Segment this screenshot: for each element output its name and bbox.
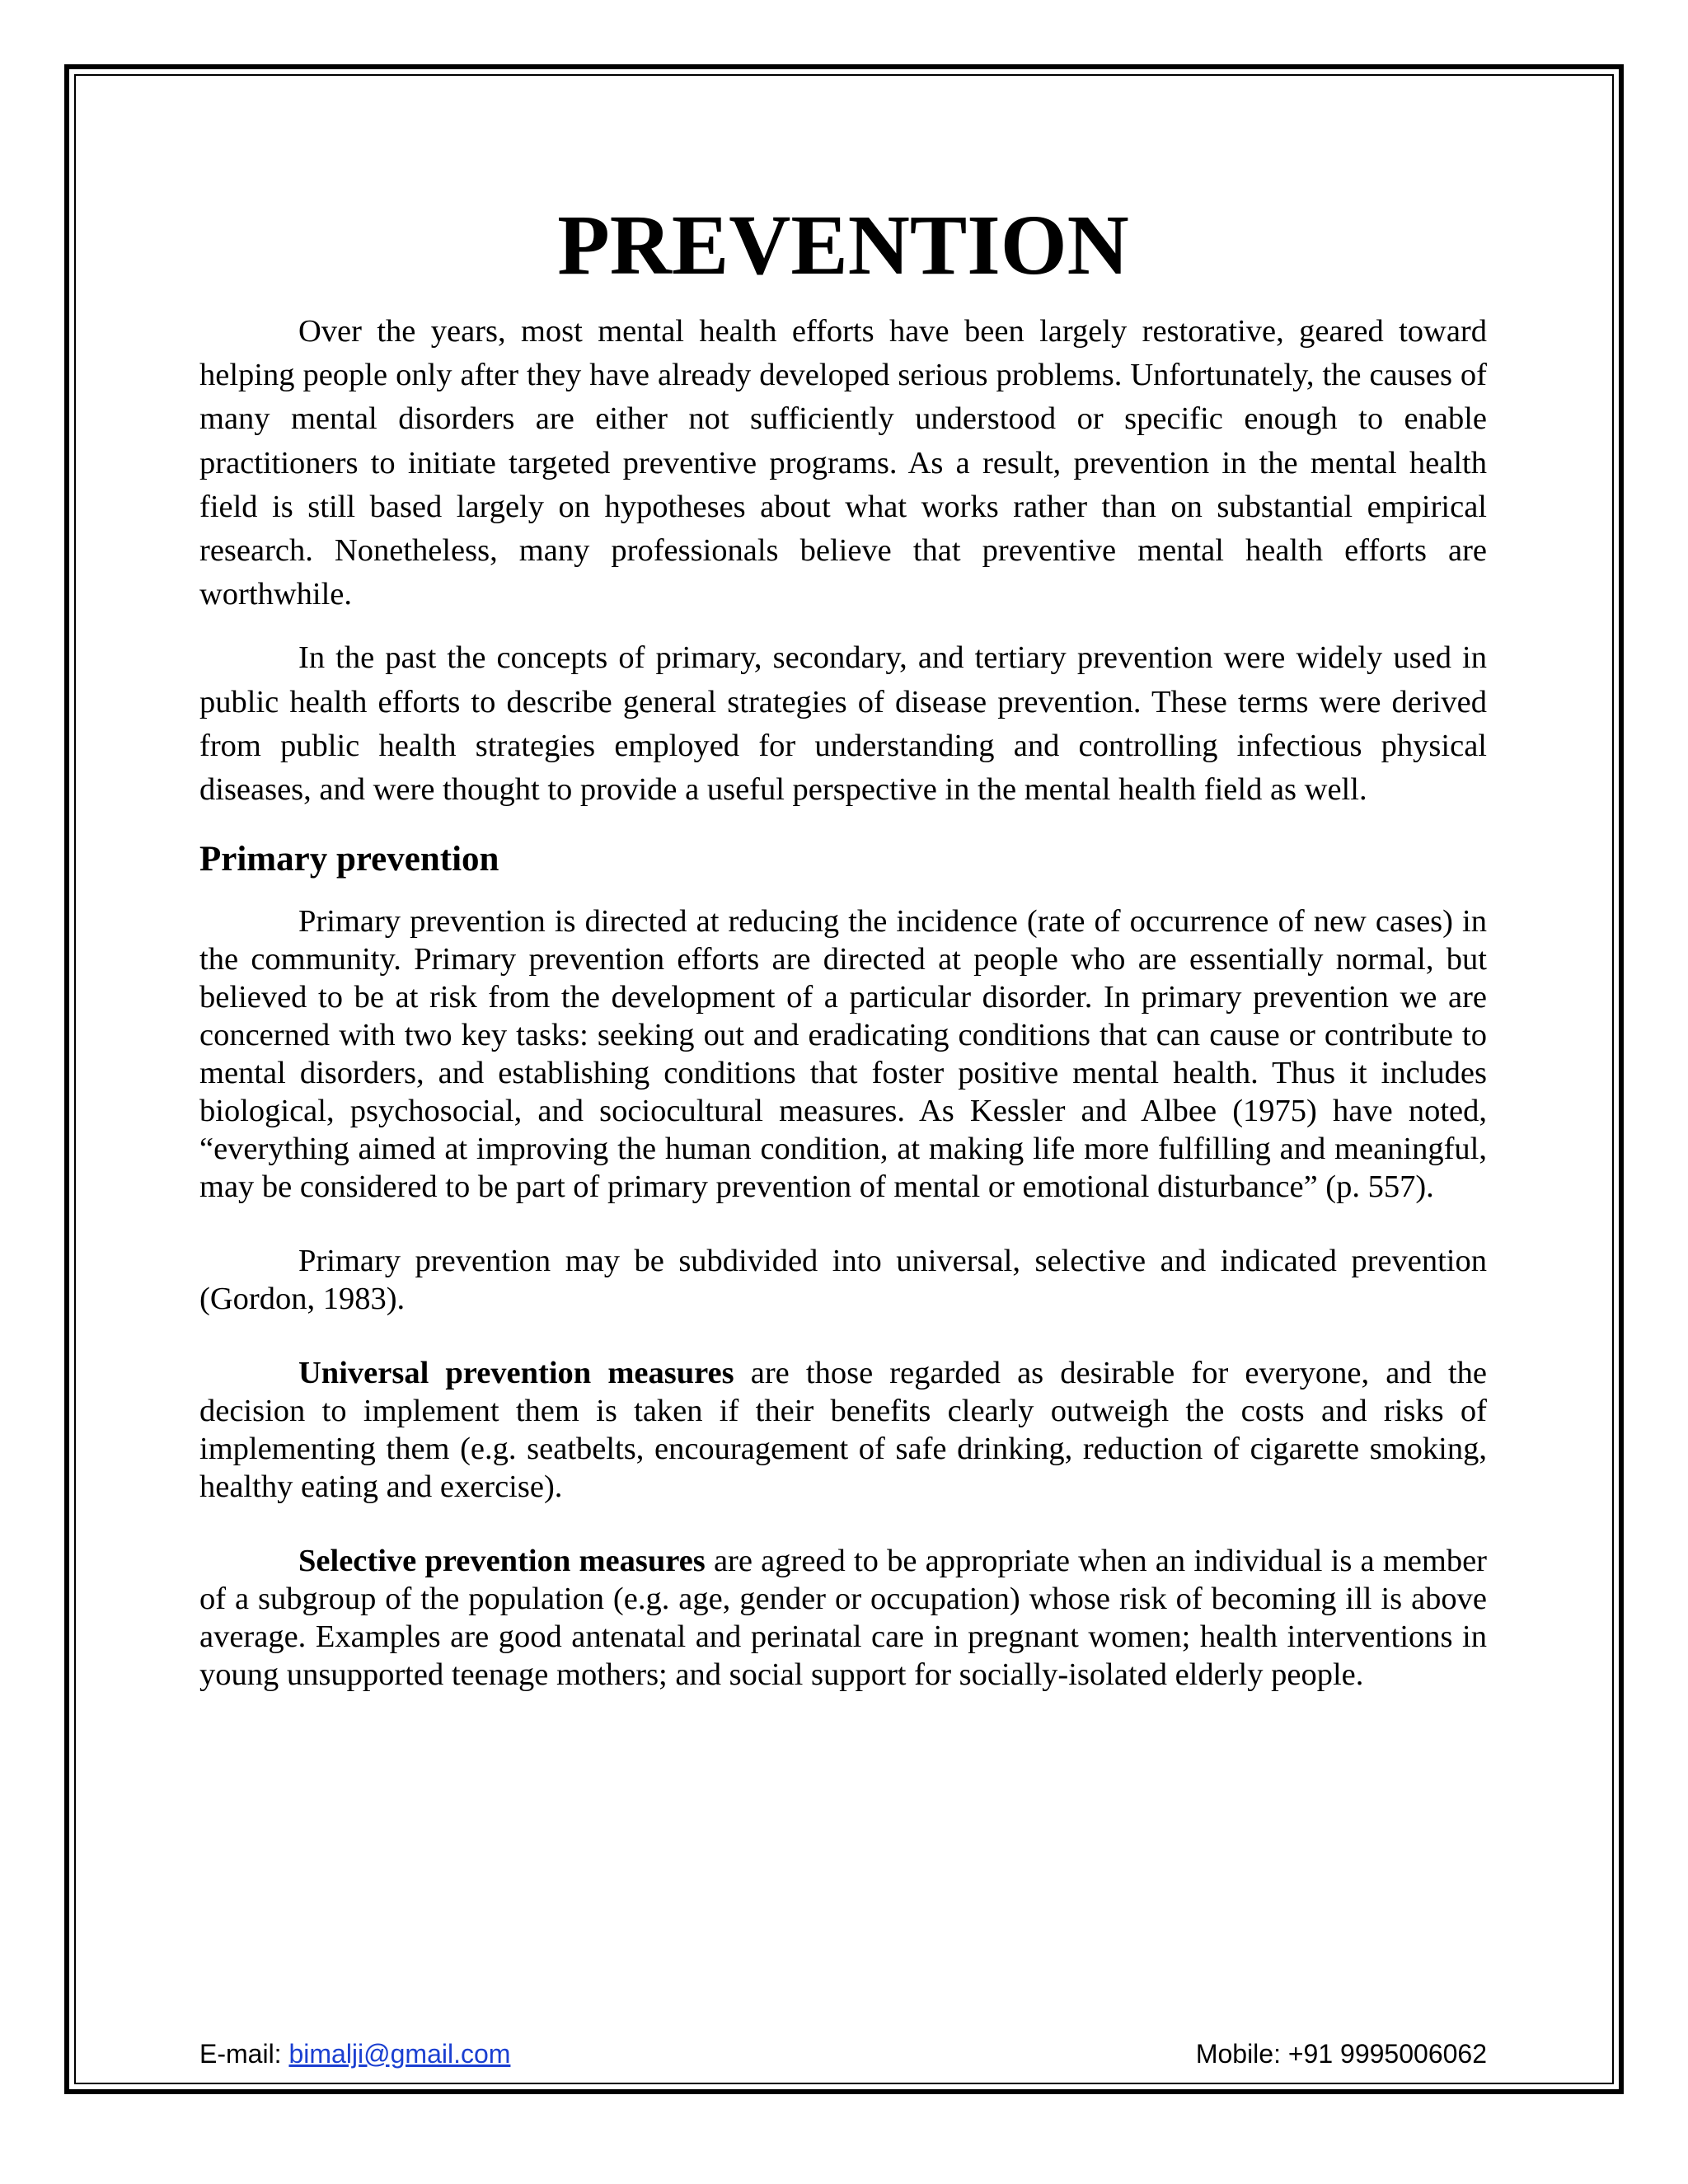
paragraph-selective-text: are agreed to be appropriate when an individual is a member of a subgroup of the population (e.g. age, gender or occupation) whose risk of becoming ill is above average. Examples are good antenatal and perinatal care in pregnant women; health interventions in young unsupported teenage mothers; and social support for socially-isolated elderly people. [199,1544,1487,1693]
footer-mobile: Mobile: +91 9995006062 [1195,2039,1487,2069]
email-link[interactable]: bimalji@gmail.com [288,2039,511,2069]
email-label: E-mail: [199,2039,289,2069]
paragraph-universal-text: are those regarded as desirable for everyone, and the decision to implement them is taken if their benefits clearly outweigh the costs and risks of implementing them (e.g. seatbelts, encouragement of safe drinking, reduction of cigarette smoking, healthy eating and exercise). [199,1356,1487,1505]
paragraph-selective [199,1542,1487,1694]
term-selective-prevention: Selective prevention measures [298,1544,706,1579]
term-universal-prevention: Universal prevention measures [298,1356,734,1391]
paragraph-universal [199,1354,1487,1506]
paragraph-primary-definition: Primary prevention is directed at reducing the incidence (rate of occurrence of new cases) in the community. Primary prevention efforts are directed at people who are essentially normal, but believed to be at risk from the development of a particular disorder. In primary prevention we are concerned with two key tasks: seeking out and eradicating conditions that can cause or contribute to mental disorders, and establishing conditions that foster positive mental health. Thus it includes biological, psychosocial, and sociocultural measures. As Kessler and Albee (1975) have noted, “everything aimed at improving the human condition, at making life more fulfilling and meaningful, may be considered to be part of primary prevention of mental or emotional disturbance” (p. 557). [199,904,1487,1205]
paragraph-intro: Over the years, most mental health efforts have been largely restorative, geared toward helping people only after they have already developed serious problems. Unfortunately, the causes of many mental disorders are either not sufficiently understood or specific enough to enable practitioners to initiate targeted preventive programs. As a result, prevention in the mental health field is still based largely on hypotheses about what works rather than on substantial empirical research. Nonetheless, many professionals believe that preventive mental health efforts are worthwhile. [199,314,1487,612]
section-heading-primary-prevention: Primary prevention [199,840,499,879]
paragraph-concepts: In the past the concepts of primary, secondary, and tertiary prevention were widely used in public health efforts to describe general strategies of disease prevention. These terms were derived from public health strategies employed for understanding and controlling infectious physical diseases, and were thought to provide a useful perspective in the mental health field as well. [199,640,1487,808]
page-title: PREVENTION [557,198,1129,293]
paragraph-subdivisions: Primary prevention may be subdivided into universal, selective and indicated prevention (Gordon, 1983). [199,1244,1487,1317]
footer-email [199,2037,510,2070]
document-body [199,196,1487,1694]
